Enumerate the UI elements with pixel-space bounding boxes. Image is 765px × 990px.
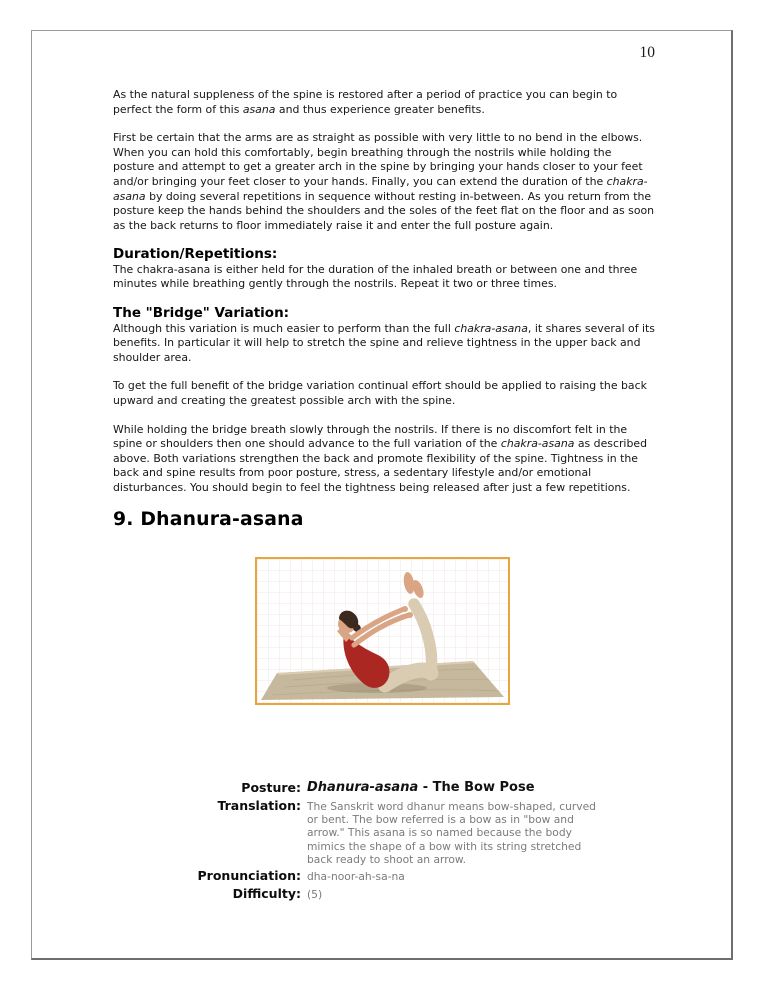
detail-value: (5) — [307, 888, 323, 902]
document-page — [31, 30, 733, 960]
detail-value: dha-noor-ah-sa-na — [307, 870, 405, 884]
person-hand — [402, 606, 408, 612]
paragraph: To get the full benefit of the bridge variation continual effort should be applied to raising the back upward and creating the greatest possible arch with the spine. — [113, 379, 647, 407]
page-number: 10 — [639, 44, 655, 61]
paragraph: While holding the bridge breath slowly through the nostrils. If there is no discomfort felt in the spine or shoulders then one should advance to the full variation of the chakra-asana as described above. Both variations strengthen the back and promote flexibility of the spine. Tightness in the back and spine results from poor posture, stress, a sedentary lifestyle and/or emotional disturbances. You should begin to feel the tightness being released after just a few repetitions. — [113, 422, 647, 494]
pose-title-heading: 9. Dhanura-asana — [113, 509, 304, 531]
detail-row — [32, 868, 632, 884]
paragraph: Although this variation is much easier to perform than the full chakra-asana, it shares several of its benefits. In particular it will help to stretch the spine and relieve tightness in the upper back and shoulder area. — [113, 321, 655, 364]
section-heading: The "Bridge" Variation: — [113, 305, 290, 322]
section-heading: Duration/Repetitions: — [113, 246, 278, 263]
bow-pose-illustration — [257, 559, 508, 703]
detail-label: Difficulty: — [232, 886, 301, 902]
paragraph: The chakra-asana is either held for the duration of the inhaled breath or between one and three minutes while breathing gently through the nostrils. Repeat it two or three times. — [113, 262, 638, 291]
body-text — [113, 88, 655, 705]
pose-details — [32, 780, 632, 904]
detail-row — [32, 798, 632, 866]
paragraph: As the natural suppleness of the spine is restored after a period of practice you can begin to perfect the form of this asana and thus experience greater benefits. — [113, 88, 618, 116]
person-hand — [407, 612, 413, 618]
detail-label: Pronunciation: — [197, 868, 301, 884]
detail-value: The Sanskrit word dhanur means bow-shaped, curved or bent. The bow referred is a bow as in "bow and arrow." This asana is so named because the body mimics the shape of a bow with its string stretched back ready to shoot an arrow. — [307, 800, 596, 866]
pose-photo — [255, 557, 510, 705]
detail-value: Dhanura-asana - The Bow Pose — [307, 780, 535, 795]
detail-row — [32, 886, 632, 902]
paragraph: First be certain that the arms are as straight as possible with very little to no bend in the elbows. When you can hold this comfortably, begin breathing through the nostrils while holding the posture and attempt to get a greater arch in the spine by bringing your hands closer to your feet and/or bringing your feet closer to your hands. Finally, you can extend the duration of the chakra-asana by doing several repetitions in sequence without resting in-between. As you return from the posture keep the hands behind the shoulders and the soles of the feet flat on the floor and as soon as the back returns to floor immediately raise it and enter the full posture again. — [113, 131, 655, 232]
detail-label: Translation: — [217, 798, 301, 813]
detail-row — [32, 780, 632, 796]
detail-label: Posture: — [241, 780, 301, 795]
